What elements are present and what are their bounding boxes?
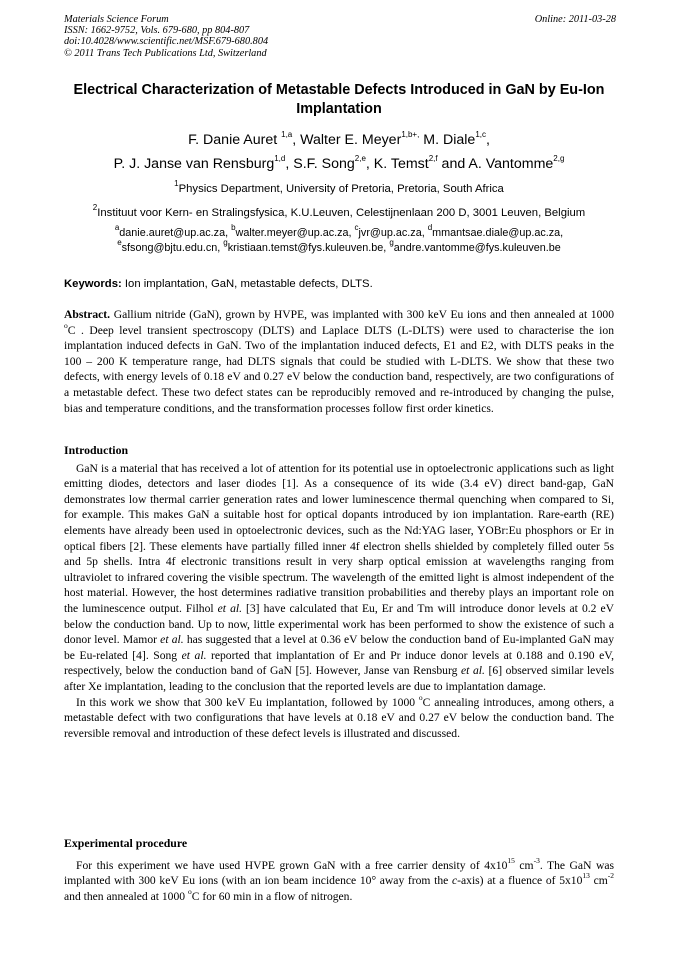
journal-header xyxy=(64,14,616,59)
paper-title: Electrical Characterization of Metastable Defects Introduced in GaN by Eu-Ion Implantation xyxy=(73,82,605,117)
paragraph-text: and then annealed at 1000 xyxy=(64,889,188,903)
author-name: and A. Vantomme xyxy=(437,156,554,172)
email-line-2 xyxy=(40,237,638,256)
exponent: 13 xyxy=(582,871,590,881)
author-name: , K. Temst xyxy=(365,156,429,172)
email-address: mmantsae.diale@up.ac.za, xyxy=(432,227,564,239)
email-address: danie.auret@up.ac.za, xyxy=(119,227,232,239)
degree-mark: o xyxy=(187,886,192,896)
affiliation-text: Physics Department, University of Pretoria, Pretoria, South Africa xyxy=(178,183,504,195)
author-affil-mark: 2,f xyxy=(428,154,438,164)
body-paragraph xyxy=(64,692,614,742)
et-al: et al. xyxy=(181,648,207,662)
abstract-label: Abstract. xyxy=(64,308,111,321)
affiliation-mark: 1 xyxy=(174,179,179,189)
email-mark: d xyxy=(427,223,433,233)
abstract-text: C . Deep level transient spectroscopy (DLTS) and Laplace DLTS (L-DLTS) were used to characterise the ion implantation induced defects in GaN. Two of the implantation induced defects, E1 and E2, with DLTS peaks in the 100 – 200 K temperature range, had DLTS signals that could be studied with L-DLTS. We show that these two defects, with energy levels of 0.18 eV and 0.27 eV below the conduction band, respectively, are two configurations of a metastable defect. These two defect states can be reproducibly removed and re-introduced by changing the pulse, bias and temperature conditions, and the transformation processes follow first order kinetics. xyxy=(64,323,614,415)
author-affil-mark: 2,e xyxy=(354,154,366,164)
c-axis-symbol: c xyxy=(451,874,458,888)
degree-mark: o xyxy=(418,692,423,702)
paragraph-text: -axis) at a fluence of 5x10 xyxy=(457,874,583,888)
email-mark: e xyxy=(117,237,122,247)
experimental-section xyxy=(64,836,614,904)
paragraph-text: C for 60 min in a flow of nitrogen. xyxy=(191,889,353,903)
keywords xyxy=(64,277,616,291)
affiliation-mark: 2 xyxy=(92,203,98,213)
abstract xyxy=(64,307,614,416)
email-mark: g xyxy=(389,237,394,247)
author-affil-mark: 1,c xyxy=(475,130,486,140)
author-affil-mark: 1,b+, xyxy=(401,130,420,140)
email-address: andre.vantomme@fys.kuleuven.be xyxy=(393,241,561,254)
exponent: 15 xyxy=(507,855,515,865)
author-name: F. Danie Auret xyxy=(188,132,282,148)
issn-line: ISSN: 1662-9752, Vols. 679-680, pp 804-807 xyxy=(64,25,250,37)
author-affil-mark: 1,d xyxy=(274,154,286,164)
paragraph-text: cm xyxy=(589,874,608,888)
body-paragraph xyxy=(64,461,614,695)
section-heading: Experimental procedure xyxy=(64,836,188,850)
author-list xyxy=(40,128,638,176)
author-name: , S.F. Song xyxy=(285,156,355,172)
paragraph-text: In this work we show that 300 keV Eu implantation, followed by 1000 xyxy=(76,695,419,709)
paragraph-text: [6] observed similar levels after Xe implantation, leading to the conclusion that the reported levels are due to implantation damage. xyxy=(64,664,614,693)
copyright-line: © 2011 Trans Tech Publications Ltd, Switzerland xyxy=(64,47,267,59)
affiliation-2 xyxy=(40,203,638,220)
et-al: et al. xyxy=(217,601,242,615)
email-address: kristiaan.temst@fys.kuleuven.be, xyxy=(227,241,390,254)
paragraph-text: For this experiment we have used HVPE grown GaN with a free carrier density of 4x10 xyxy=(76,858,508,872)
affiliation-1 xyxy=(40,179,638,196)
paragraph-text: [3] have calculated that Eu, Er and Tm will introduce donor levels at 0.2 eV below the conduction band. Up to now, little experimental work has been performed to show the existence of such a donor level. Mamor xyxy=(64,601,614,647)
email-mark: b xyxy=(231,223,236,233)
paragraph-text: cm xyxy=(514,858,534,872)
doi-line: doi:10.4028/www.scientific.net/MSF.679-680.804 xyxy=(64,36,269,48)
email-mark: c xyxy=(354,223,359,233)
author-name: M. Diale xyxy=(419,132,476,148)
author-name: , Walter E. Meyer xyxy=(292,132,402,148)
email-mark: a xyxy=(114,223,120,233)
exponent: -2 xyxy=(607,871,614,881)
email-mark: g xyxy=(223,237,228,247)
keywords-label: Keywords: xyxy=(64,278,122,290)
author-name: P. J. Janse van Rensburg xyxy=(113,156,275,172)
email-list xyxy=(40,223,638,255)
paragraph-text: has suggested that a level at 0.36 eV below the conduction band of Eu-implanted GaN may be Eu-related [4]. Song xyxy=(64,633,614,662)
et-al: et al. xyxy=(461,664,485,678)
et-al: et al. xyxy=(160,633,184,647)
author-affil-mark: 1,a xyxy=(281,130,293,140)
introduction-section xyxy=(64,443,614,741)
paragraph-text: GaN is a material that has received a lot of attention for its potential use in optoelectronic applications such as light emitting diodes, detectors and laser diodes [1]. As a consequence of its wide (3.4 eV) direct band-gap, GaN demonstrates low thermal carrier generation rates and lower luminescence thermal quenching when compared to Si, for example. This makes GaN a suitable host for optical dopants introduced by ion implantation. Rare-earth (RE) elements have already been used in optoelectronic devices, such as the Nd:YAG laser, YOBr:Eu phosphors or Er in optical fibers [2]. These elements have partially filled inner 4f electron shells shielded by completely filled outer 5s and 5p shells. Intra 4f electronic transitions result in very sharp optical emission at wavelengths ranging from ultraviolet to infrared covering the visible spectrum. The wavelength of the emitted light is almost independent of the host material. However, the host determines radiative transition probabilities and thereby plays an important role on the luminescence output. Filhol xyxy=(64,461,614,615)
email-address: jvr@up.ac.za, xyxy=(358,227,428,239)
section-heading: Introduction xyxy=(64,443,129,457)
abstract-paragraph xyxy=(64,307,614,416)
online-date: Online: 2011-03-28 xyxy=(534,14,616,25)
author-line-2 xyxy=(40,152,638,176)
author-separator: , xyxy=(485,132,490,148)
paragraph-text: reported that implantation of Er and Pr induce donor levels at 0.188 and 0.190 eV, respectively, below the conduction band of GaN [5]. However, Janse van Rensburg xyxy=(64,648,614,678)
exponent: -3 xyxy=(533,855,540,865)
author-line-1 xyxy=(40,128,638,152)
paragraph-text: C annealing introduces, among others, a metastable defect with two configurations that have levels at 0.18 eV and 0.27 eV below the conduction band. The reversible removal and introduction of these defect levels is illustrated and discussed. xyxy=(64,695,614,740)
keywords-text: Ion implantation, GaN, metastable defects, DLTS. xyxy=(121,278,373,290)
author-affil-mark: 2,g xyxy=(553,154,565,164)
body-paragraph xyxy=(64,855,614,905)
journal-name: Materials Science Forum xyxy=(64,14,169,25)
email-address: sfsong@bjtu.edu.cn, xyxy=(121,241,224,254)
email-address: walter.meyer@up.ac.za, xyxy=(235,227,355,239)
degree-mark: o xyxy=(64,320,68,330)
affiliation-text: Instituut voor Kern- en Stralingsfysica, K.U.Leuven, Celestijnenlaan 200 D, 3001 Leuven, Belgium xyxy=(97,207,586,219)
paragraph-text: . The GaN was implanted with 300 keV Eu ions (with an ion beam incidence 10° away from the xyxy=(64,858,614,888)
abstract-text: Gallium nitride (GaN), grown by HVPE, was implanted with 300 keV Eu ions and then annealed at 1000 xyxy=(110,308,614,321)
email-line-1 xyxy=(40,223,638,241)
